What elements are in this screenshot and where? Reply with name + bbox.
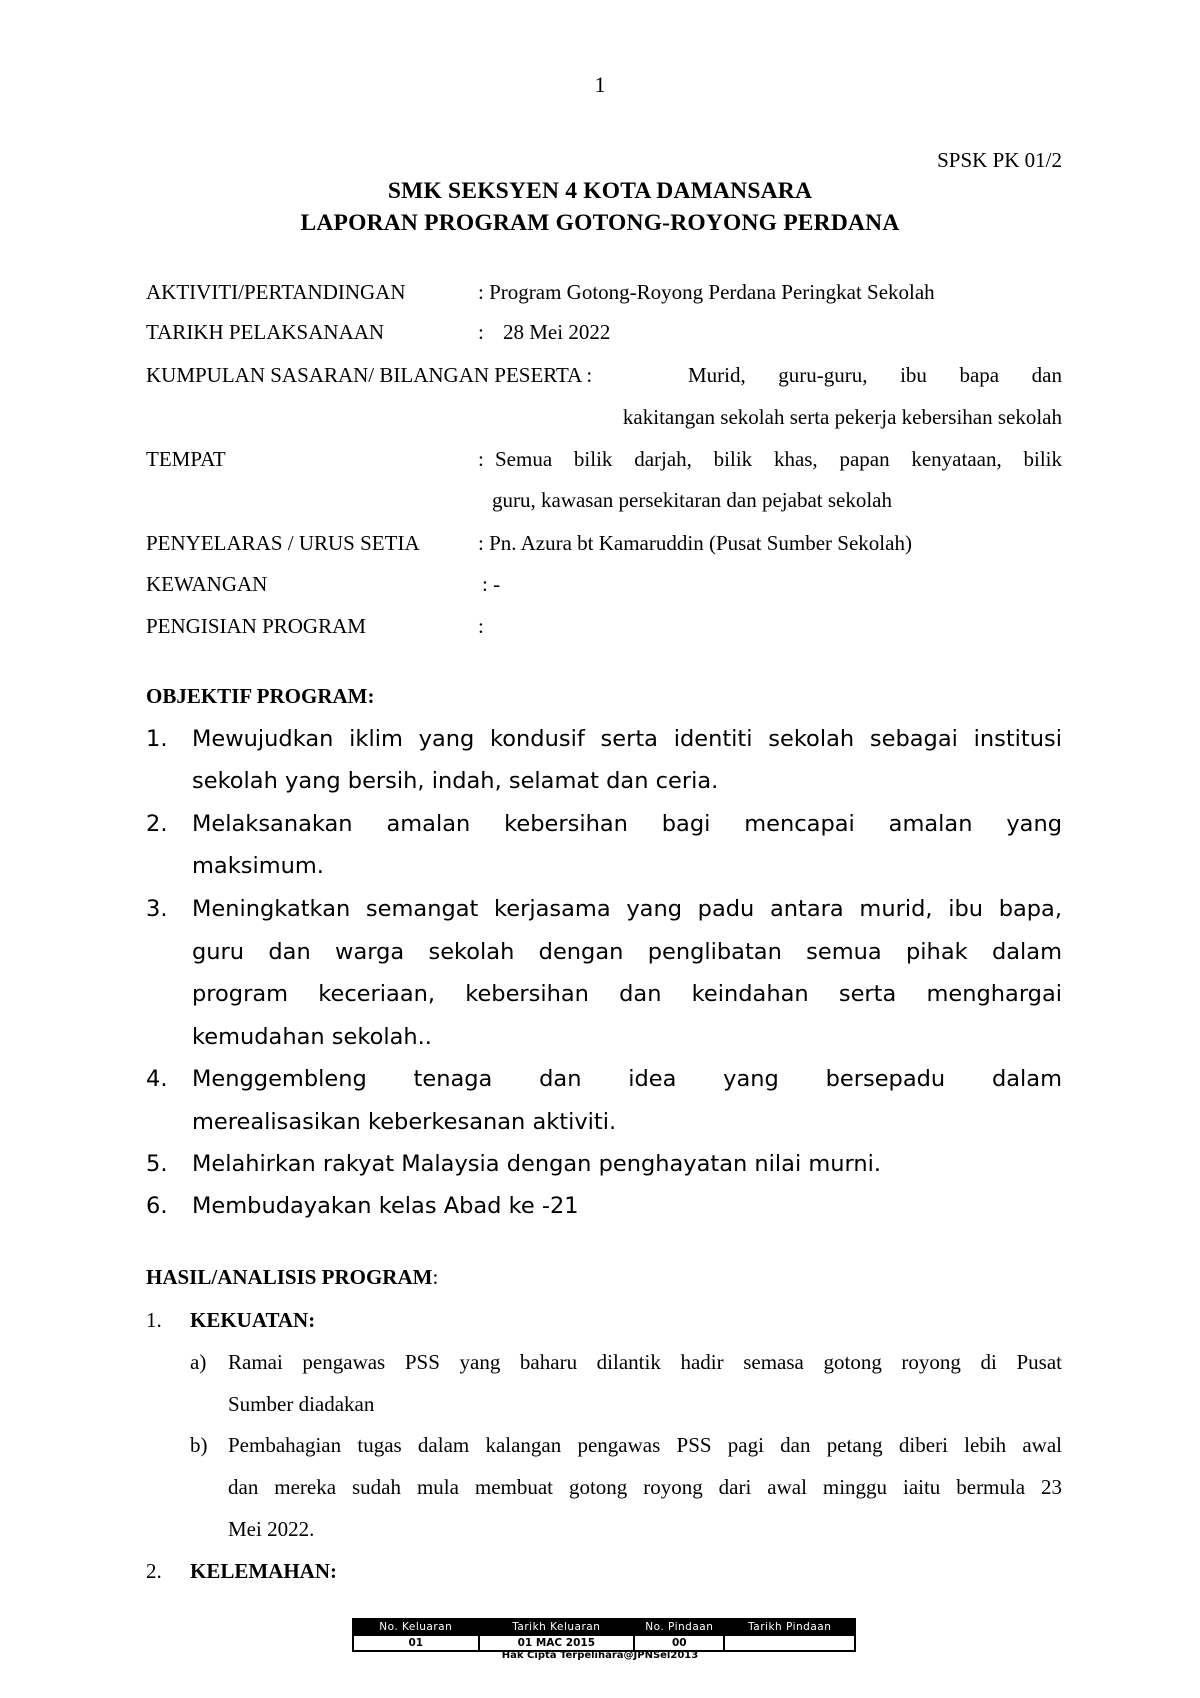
document-code: SPSK PK 01/2 [937,148,1062,172]
coordinator-value: : Pn. Azura bt Kamaruddin (Pusat Sumber Sekolah) [478,531,912,555]
objective-line: Melahirkan rakyat Malaysia dengan penghayatan nilai murni. [192,1151,882,1177]
objective-line: merealisasikan keberkesanan aktiviti. [192,1109,617,1135]
activity-value: : Program Gotong-Royong Perdana Peringkat Sekolah [478,280,935,304]
objective-line: Menggembleng tenaga dan idea yang bersepadu dalam [192,1066,1062,1092]
strengths-number: 1. [146,1308,162,1332]
date-colon: : [478,320,484,344]
objective-line: guru dan warga sekolah dengan penglibatan semua pihak dalam [192,939,1062,965]
strengths-heading: KEKUATAN: [190,1308,316,1332]
finance-value: : - [482,572,501,596]
strength-line: Pembahagian tugas dalam kalangan pengawas PSS pagi dan petang diberi lebih awal [228,1433,1062,1457]
objective-line: Membudayakan kelas Abad ke -21 [192,1193,579,1219]
issue-date-header: Tarikh Keluaran [479,1619,635,1635]
copyright-notice: Hak Cipta Terpelihara@JPNSel2013 [501,1650,699,1661]
amendment-date-value [724,1635,855,1651]
issue-number-value: 01 [353,1635,479,1651]
program-filling-label: PENGISIAN PROGRAM [146,614,366,638]
control-table-header-row [353,1619,855,1635]
amendment-number-value: 00 [634,1635,724,1651]
objectives-heading: OBJEKTIF PROGRAM: [146,684,375,708]
finance-label: KEWANGAN [146,572,268,596]
strength-line: Mei 2022. [228,1517,315,1541]
analysis-heading-text: HASIL/ANALISIS PROGRAM [146,1265,433,1289]
date-value: 28 Mei 2022 [503,320,611,344]
school-name: SMK SEKSYEN 4 KOTA DAMANSARA [387,178,813,204]
strength-line: dan mereka sudah mula membuat gotong royong dari awal minggu iaitu bermula 23 [228,1475,1062,1499]
objective-line: kemudahan sekolah.. [192,1024,432,1050]
place-value-line-1: Semua bilik darjah, bilik khas, papan kenyataan, bilik [495,447,1062,471]
objective-number: 6. [146,1193,168,1219]
analysis-heading [146,1265,438,1290]
report-title: LAPORAN PROGRAM GOTONG-ROYONG PERDANA [300,210,900,236]
weaknesses-number: 2. [146,1559,162,1583]
activity-label: AKTIVITI/PERTANDINGAN [146,280,406,304]
objective-line: program keceriaan, kebersihan dan keindahan serta menghargai [192,981,1062,1007]
target-label: KUMPULAN SASARAN/ BILANGAN PESERTA : [146,363,593,387]
place-colon: : [478,447,484,471]
objective-line: sekolah yang bersih, indah, selamat dan ceria. [192,768,719,794]
coordinator-label: PENYELARAS / URUS SETIA [146,531,420,555]
objective-number: 5. [146,1151,168,1177]
place-value-line-2: guru, kawasan persekitaran dan pejabat sekolah [492,488,893,512]
objective-line: Melaksanakan amalan kebersihan bagi mencapai amalan yang [192,811,1062,837]
control-table-value-row [353,1635,855,1651]
date-label: TARIKH PELAKSANAAN [146,320,385,344]
objective-line: maksimum. [192,853,324,879]
objective-number: 3. [146,896,168,922]
target-value-line-1: Murid, guru-guru, ibu bapa dan [688,363,1062,387]
objective-number: 1. [146,726,168,752]
weaknesses-heading: KELEMAHAN: [190,1559,337,1583]
objective-line: Meningkatkan semangat kerjasama yang padu antara murid, ibu bapa, [192,896,1062,922]
place-label: TEMPAT [146,447,226,471]
amendment-date-header: Tarikh Pindaan [724,1619,855,1635]
strength-letter: b) [190,1433,208,1457]
page-number: 1 [594,72,606,97]
document-control-table [352,1618,856,1652]
objective-line: Mewujudkan iklim yang kondusif serta identiti sekolah sebagai institusi [192,726,1062,752]
strength-line: Ramai pengawas PSS yang baharu dilantik hadir semasa gotong royong di Pusat [228,1350,1062,1374]
target-value-line-2: kakitangan sekolah serta pekerja kebersihan sekolah [622,405,1062,429]
program-filling-value: : [478,614,484,638]
issue-number-header: No. Keluaran [353,1619,479,1635]
objective-number: 2. [146,811,168,837]
amendment-number-header: No. Pindaan [634,1619,724,1635]
strength-letter: a) [190,1350,207,1374]
issue-date-value: 01 MAC 2015 [479,1635,635,1651]
strength-line: Sumber diadakan [228,1392,375,1416]
objective-number: 4. [146,1066,168,1092]
analysis-heading-colon: : [432,1265,439,1289]
